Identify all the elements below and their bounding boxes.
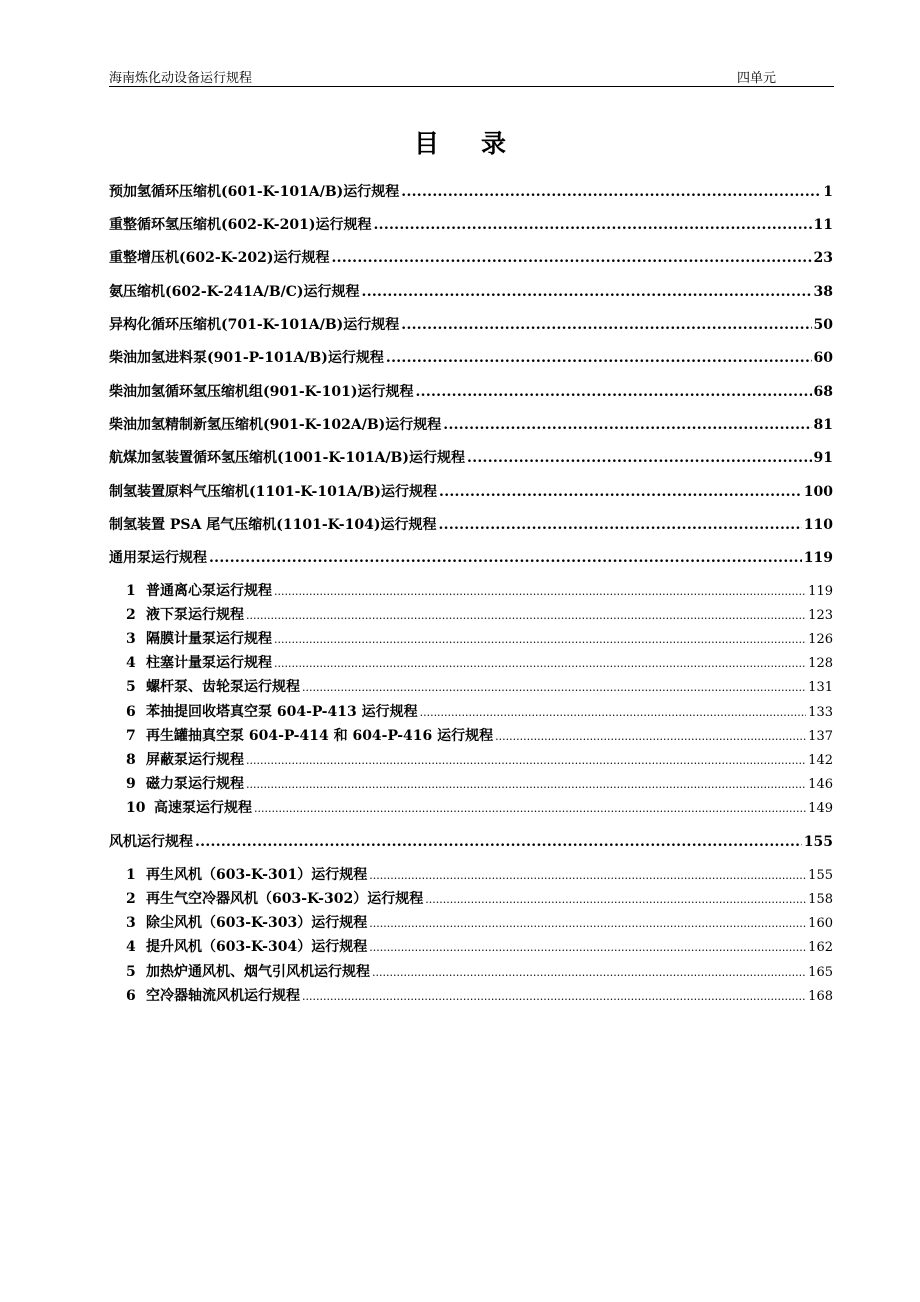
toc-subentry-page: 160 xyxy=(808,916,833,931)
toc-dot-leader xyxy=(274,585,806,598)
toc-subentry-text: 提升风机（603-K-304）运行规程 xyxy=(146,939,368,955)
toc-subentry-label xyxy=(126,985,300,1005)
toc-subentry-page: 158 xyxy=(808,892,833,907)
toc-subentry[interactable] xyxy=(109,773,833,793)
toc-subentry-page: 149 xyxy=(808,801,833,816)
toc-subentry[interactable] xyxy=(109,701,833,721)
toc-entry-label: 通用泵运行规程 xyxy=(109,550,207,566)
toc-subentry-text: 柱塞计量泵运行规程 xyxy=(146,655,272,671)
toc-dot-leader xyxy=(369,917,806,930)
toc-subentry[interactable] xyxy=(109,797,833,817)
toc-subentry-label xyxy=(126,864,367,884)
toc-subentry-number: 1 xyxy=(126,583,136,599)
toc-dot-leader xyxy=(274,633,806,646)
toc-subentry-text: 苯抽提回收塔真空泵 604-P-413 运行规程 xyxy=(146,704,418,720)
toc-entry-page: 1 xyxy=(823,184,833,200)
toc-dot-leader xyxy=(246,778,806,791)
toc-subentry-page: 168 xyxy=(808,989,833,1004)
toc-dot-leader xyxy=(209,550,802,566)
toc-subentry-label xyxy=(126,936,367,956)
toc-entry[interactable] xyxy=(109,831,833,851)
toc-subentry-label xyxy=(126,961,370,981)
toc-subentry-page: 137 xyxy=(808,729,833,744)
toc-subentry-label xyxy=(126,628,272,648)
toc-subentry[interactable] xyxy=(109,676,833,696)
toc-subentry-label xyxy=(126,749,244,769)
toc-subentry-label xyxy=(126,912,367,932)
toc-entry-label: 制氢装置 PSA 尾气压缩机(1101-K-104)运行规程 xyxy=(109,517,437,533)
toc-subentry-label xyxy=(126,604,244,624)
toc-subentry-number: 6 xyxy=(126,704,136,720)
toc-entry-label: 航煤加氢装置循环氢压缩机(1001-K-101A/B)运行规程 xyxy=(109,450,466,466)
toc-subentry-number: 2 xyxy=(126,607,136,623)
toc-dot-leader xyxy=(415,384,811,400)
toc-entry-page: 91 xyxy=(813,450,833,466)
toc-entry[interactable] xyxy=(109,414,833,434)
toc-subentry-page: 131 xyxy=(808,680,833,695)
toc-subentry-label xyxy=(126,580,272,600)
toc-subentry-number: 9 xyxy=(126,776,136,792)
toc-subentry[interactable] xyxy=(109,652,833,672)
toc-subentry[interactable] xyxy=(109,749,833,769)
toc-entry-label: 重整循环氢压缩机(602-K-201)运行规程 xyxy=(109,217,372,233)
toc-subentry-text: 液下泵运行规程 xyxy=(146,607,244,623)
toc-entry[interactable] xyxy=(109,181,833,201)
toc-dot-leader xyxy=(420,706,807,719)
toc-subentry-text: 螺杆泵、齿轮泵运行规程 xyxy=(146,679,300,695)
toc-subentry-page: 119 xyxy=(808,584,833,599)
toc-subentry-number: 10 xyxy=(126,800,146,816)
toc-subentry[interactable] xyxy=(109,888,833,908)
toc-subentry-number: 8 xyxy=(126,752,136,768)
toc-entry[interactable] xyxy=(109,481,833,501)
toc-subentry-number: 4 xyxy=(126,939,136,955)
toc-dot-leader xyxy=(495,730,806,743)
toc-subentry[interactable] xyxy=(109,912,833,932)
toc-entry-page: 155 xyxy=(803,834,833,850)
toc-subentry-text: 普通离心泵运行规程 xyxy=(146,583,272,599)
toc-dot-leader xyxy=(438,517,801,533)
toc-dot-leader xyxy=(246,609,806,622)
toc-entry-label: 柴油加氢进料泵(901-P-101A/B)运行规程 xyxy=(109,350,384,366)
toc-subentry-number: 7 xyxy=(126,728,136,744)
toc-entry-page: 68 xyxy=(813,384,833,400)
toc-dot-leader xyxy=(401,184,821,200)
toc-dot-leader xyxy=(373,217,811,233)
toc-subentry-page: 123 xyxy=(808,608,833,623)
toc-entry[interactable] xyxy=(109,447,833,467)
toc-subentry-text: 隔膜计量泵运行规程 xyxy=(146,631,272,647)
toc-dot-leader xyxy=(401,317,811,333)
toc-subentry[interactable] xyxy=(109,936,833,956)
toc-subentry-number: 5 xyxy=(126,964,136,980)
toc-entry[interactable] xyxy=(109,247,833,267)
toc-subentry-label xyxy=(126,888,423,908)
toc-subentry-number: 3 xyxy=(126,631,136,647)
toc-subentry-page: 162 xyxy=(808,940,833,955)
toc-entry-label: 柴油加氢精制新氢压缩机(901-K-102A/B)运行规程 xyxy=(109,417,442,433)
toc-subentry-number: 3 xyxy=(126,915,136,931)
toc-dot-leader xyxy=(439,484,802,500)
toc-entry[interactable] xyxy=(109,381,833,401)
toc-dot-leader xyxy=(425,893,806,906)
page-header xyxy=(109,64,834,87)
toc-subentry[interactable] xyxy=(109,604,833,624)
toc-subentry-label xyxy=(126,652,272,672)
toc-subentry-text: 除尘风机（603-K-303）运行规程 xyxy=(146,915,368,931)
toc-subentry-number: 4 xyxy=(126,655,136,671)
toc-entry[interactable] xyxy=(109,547,833,567)
toc-subentry[interactable] xyxy=(109,580,833,600)
toc-subentry-text: 高速泵运行规程 xyxy=(154,800,252,816)
toc-entry-page: 11 xyxy=(813,217,833,233)
toc-subentry[interactable] xyxy=(109,961,833,981)
toc-dot-leader xyxy=(467,450,812,466)
toc-dot-leader xyxy=(246,754,806,767)
toc-entry-page: 50 xyxy=(813,317,833,333)
toc-subentry-text: 再生风机（603-K-301）运行规程 xyxy=(146,867,368,883)
toc-dot-leader xyxy=(372,966,806,979)
toc-dot-leader xyxy=(195,834,802,850)
toc-subentry-page: 155 xyxy=(808,868,833,883)
toc-entry-page: 110 xyxy=(803,517,833,533)
toc-entry-label: 重整增压机(602-K-202)运行规程 xyxy=(109,250,330,266)
toc-subentry-label xyxy=(126,797,252,817)
toc-subentry[interactable] xyxy=(109,864,833,884)
header-unit-name: 四单元 xyxy=(737,71,777,86)
toc-subentry-text: 屏蔽泵运行规程 xyxy=(146,752,244,768)
toc-dot-leader xyxy=(254,802,806,815)
toc-entry-page: 100 xyxy=(803,484,833,500)
toc-entry[interactable] xyxy=(109,514,833,534)
toc-dot-leader xyxy=(302,681,806,694)
toc-entry-label: 预加氢循环压缩机(601-K-101A/B)运行规程 xyxy=(109,184,400,200)
toc-entry-page: 23 xyxy=(813,250,833,266)
toc-entry-page: 81 xyxy=(813,417,833,433)
toc-dot-leader xyxy=(331,250,811,266)
toc-entry-label: 异构化循环压缩机(701-K-101A/B)运行规程 xyxy=(109,317,400,333)
toc-entry[interactable] xyxy=(109,281,833,301)
toc-subentry-label xyxy=(126,725,493,745)
toc-subentry-page: 146 xyxy=(808,777,833,792)
toc-entry-label: 制氢装置原料气压缩机(1101-K-101A/B)运行规程 xyxy=(109,484,438,500)
toc-dot-leader xyxy=(362,284,812,300)
toc-subentry-number: 1 xyxy=(126,867,136,883)
toc-subentry-text: 空冷器轴流风机运行规程 xyxy=(146,988,300,1004)
toc-subentry-number: 5 xyxy=(126,679,136,695)
toc-subentry-text: 加热炉通风机、烟气引风机运行规程 xyxy=(146,964,370,980)
toc-subentry-text: 磁力泵运行规程 xyxy=(146,776,244,792)
toc-dot-leader xyxy=(443,417,811,433)
toc-subentry-label xyxy=(126,676,300,696)
toc-entry-page: 38 xyxy=(813,284,833,300)
toc-subentry-page: 126 xyxy=(808,632,833,647)
toc-entry-label: 风机运行规程 xyxy=(109,834,193,850)
toc-dot-leader xyxy=(274,657,806,670)
toc-subentry[interactable] xyxy=(109,628,833,648)
toc-dot-leader xyxy=(302,990,806,1003)
toc-subentry-page: 142 xyxy=(808,753,833,768)
toc-subentry-number: 6 xyxy=(126,988,136,1004)
toc-subentry-page: 165 xyxy=(808,965,833,980)
toc-entry[interactable] xyxy=(109,347,833,367)
toc-dot-leader xyxy=(369,869,806,882)
toc-entry[interactable] xyxy=(109,314,833,334)
toc-dot-leader xyxy=(369,941,806,954)
toc-entry[interactable] xyxy=(109,214,833,234)
toc-entry-label: 柴油加氢循环氢压缩机组(901-K-101)运行规程 xyxy=(109,384,414,400)
toc-entry-page: 119 xyxy=(803,550,833,566)
toc-subentry-text: 再生罐抽真空泵 604-P-414 和 604-P-416 运行规程 xyxy=(146,728,494,744)
toc-subentry[interactable] xyxy=(109,725,833,745)
toc-subentry-label xyxy=(126,701,418,721)
toc-entry-page: 60 xyxy=(813,350,833,366)
toc-title: 目录 xyxy=(413,129,548,158)
toc-subentry-number: 2 xyxy=(126,891,136,907)
toc-dot-leader xyxy=(386,350,812,366)
toc-subentry-page: 128 xyxy=(808,656,833,671)
toc-subentry-page: 133 xyxy=(808,705,833,720)
toc-subentry-text: 再生气空冷器风机（603-K-302）运行规程 xyxy=(146,891,424,907)
toc-subentry-label xyxy=(126,773,244,793)
header-document-title: 海南炼化动设备运行规程 xyxy=(109,71,253,86)
toc-entry-label: 氨压缩机(602-K-241A/B/C)运行规程 xyxy=(109,284,360,300)
toc-subentry[interactable] xyxy=(109,985,833,1005)
